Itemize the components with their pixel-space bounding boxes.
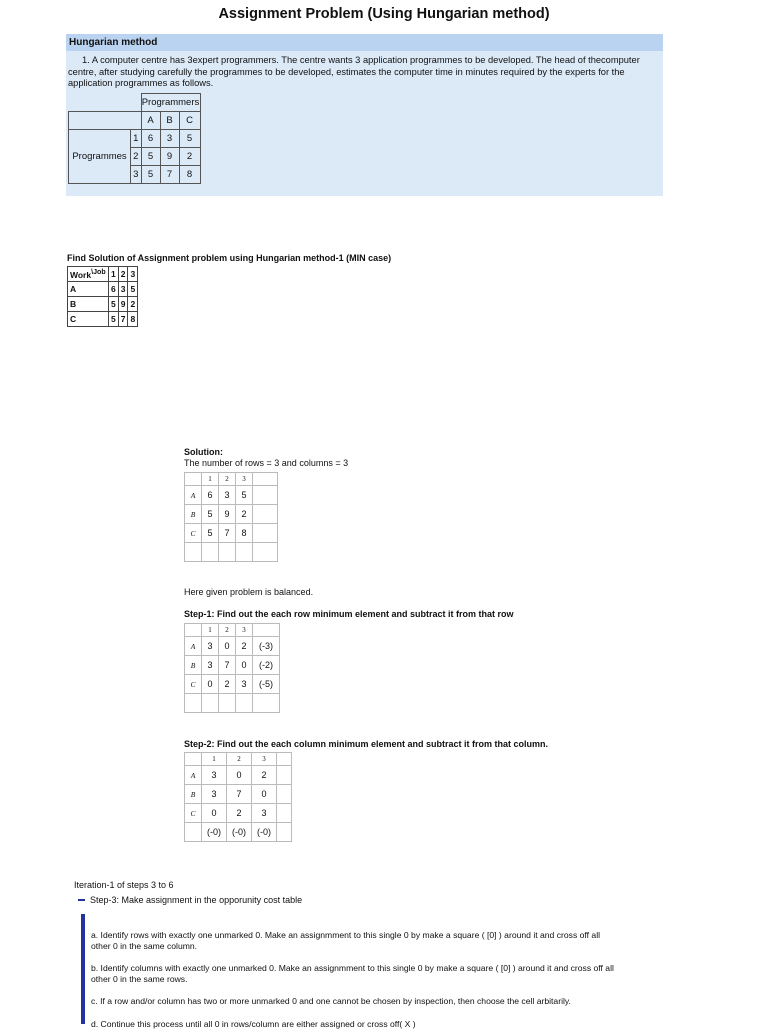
- solution-table: [184, 472, 278, 562]
- step3-item-c: c. If a row and/or column has two or more unmarked 0 and one cannot be chosen by inspection, then choose the cell arbitarily.: [91, 996, 571, 1006]
- table-cell: 9: [160, 148, 179, 166]
- item-a-line-1: a. Identify rows with exactly one unmarked 0. Make an assignmment to this single 0 by make a square ( [0] ) around it and cross off all: [91, 930, 601, 940]
- table-cell: 2: [236, 637, 253, 656]
- col-header: 3: [252, 753, 277, 766]
- col-header: 2: [227, 753, 252, 766]
- table-cell: 0: [202, 804, 227, 823]
- table-cell: 8: [128, 312, 138, 327]
- table-cell: 3: [219, 486, 236, 505]
- rows-columns-line: The number of rows = 3 and columns = 3: [184, 458, 349, 468]
- step3-item-d: d. Continue this process until all 0 in rows/column are either assigned or cross off( X ): [91, 1019, 416, 1029]
- table-cell: 8: [236, 524, 253, 543]
- table-cell: 0: [227, 766, 252, 785]
- step1-table: [184, 623, 280, 713]
- table-cell: 2: [236, 505, 253, 524]
- row-label: 3: [131, 166, 142, 184]
- table-cell: 3: [202, 785, 227, 804]
- iteration-heading: Iteration-1 of steps 3 to 6: [74, 880, 174, 890]
- col-header: 2: [219, 473, 236, 486]
- table-cell: 6: [202, 486, 219, 505]
- col-header: 1: [202, 624, 219, 637]
- row-label: 1: [131, 130, 142, 148]
- table-cell: 5: [109, 297, 119, 312]
- step3-label: Step-3: Make assignment in the opporunity cost table: [90, 895, 303, 905]
- table-cell: 5: [202, 505, 219, 524]
- item-b-line-1: b. Identify columns with exactly one unmarked 0. Make an assignmment to this single 0 by make a square ( [0] ) around it and cross off all: [91, 963, 614, 973]
- table-cell: 5: [141, 148, 160, 166]
- page-title: Assignment Problem (Using Hungarian method): [218, 6, 550, 22]
- collapse-toggle-icon[interactable]: [78, 899, 85, 901]
- row-label: C: [185, 524, 202, 543]
- table-cell: 3: [202, 637, 219, 656]
- step2-table: [184, 752, 292, 842]
- row-label: C: [185, 675, 202, 694]
- col-header: 3: [128, 267, 138, 282]
- table-cell: 5: [202, 524, 219, 543]
- table-cell: 5: [141, 166, 160, 184]
- table-cell: 2: [227, 804, 252, 823]
- table-cell: 9: [118, 297, 128, 312]
- row-label: B: [185, 785, 202, 804]
- row-subtract: (-2): [253, 656, 280, 675]
- table-cell: 3: [252, 804, 277, 823]
- table-cell: 6: [141, 130, 160, 148]
- row-label: A: [185, 486, 202, 505]
- problem-table: [68, 93, 201, 184]
- table-cell: 7: [219, 656, 236, 675]
- table-cell: 2: [128, 297, 138, 312]
- row-label: A: [68, 282, 109, 297]
- table-cell: 3: [160, 130, 179, 148]
- row-label: C: [68, 312, 109, 327]
- row-label: 2: [131, 148, 142, 166]
- step3-item-a: [91, 930, 681, 951]
- table-cell: 5: [179, 130, 200, 148]
- input-table: [67, 266, 138, 327]
- table-cell: 5: [109, 312, 119, 327]
- table-cell: 0: [252, 785, 277, 804]
- item-a-line-2: other 0 in the same column.: [91, 940, 198, 951]
- col-header: B: [160, 112, 179, 130]
- table-cell: 0: [202, 675, 219, 694]
- solution-label: Solution:: [184, 447, 223, 457]
- table-cell: 9: [219, 505, 236, 524]
- corner-cell: [68, 267, 109, 282]
- corner-work: Work: [70, 269, 92, 280]
- step2-title: Step-2: Find out the each column minimum element and subtract it from that column.: [184, 739, 549, 749]
- table-cell: 3: [202, 766, 227, 785]
- panel-header: Hungarian method: [66, 34, 663, 51]
- steps-rule: [81, 914, 85, 1024]
- table-cell: 0: [236, 656, 253, 675]
- table-cell: 7: [219, 524, 236, 543]
- row-group-header: Programmes: [69, 130, 131, 184]
- step3-item-b: [91, 963, 691, 984]
- table-cell: 7: [118, 312, 128, 327]
- corner-job: \Job: [91, 268, 106, 277]
- table-cell: 2: [179, 148, 200, 166]
- table-cell: 7: [160, 166, 179, 184]
- col-header: 2: [118, 267, 128, 282]
- col-subtract: (-0): [252, 823, 277, 842]
- row-label: A: [185, 766, 202, 785]
- row-subtract: (-5): [253, 675, 280, 694]
- row-label: B: [185, 505, 202, 524]
- balanced-note: Here given problem is balanced.: [184, 587, 314, 597]
- table-cell: 6: [109, 282, 119, 297]
- col-header: 1: [202, 473, 219, 486]
- section-title: Find Solution of Assignment problem using Hungarian method-1 (MIN case): [67, 253, 392, 263]
- col-header: 2: [219, 624, 236, 637]
- col-subtract: (-0): [227, 823, 252, 842]
- table-cell: 3: [202, 656, 219, 675]
- item-b-line-2: other 0 in the same rows.: [91, 973, 188, 984]
- row-label: A: [185, 637, 202, 656]
- step1-title: Step-1: Find out the each row minimum element and subtract it from that row: [184, 609, 514, 619]
- table-cell: 7: [227, 785, 252, 804]
- col-group-header: Programmers: [141, 94, 200, 112]
- col-header: 3: [236, 473, 253, 486]
- table-cell: 2: [219, 675, 236, 694]
- col-header: 1: [202, 753, 227, 766]
- problem-line-3: application programmes as follows.: [68, 78, 214, 88]
- problem-statement: [68, 55, 660, 90]
- row-label: B: [185, 656, 202, 675]
- problem-line-2: centre, after studying carefully the programmes to be developed, estimates the computer time in minutes required by the experts for the: [68, 66, 625, 77]
- col-subtract: (-0): [202, 823, 227, 842]
- table-cell: 5: [236, 486, 253, 505]
- col-header: A: [141, 112, 160, 130]
- problem-line-1: 1. A computer centre has 3expert programmers. The centre wants 3 application programmes to be developed. The head of thecomputer: [82, 55, 640, 65]
- col-header: 3: [236, 624, 253, 637]
- col-header: 1: [109, 267, 119, 282]
- row-subtract: (-3): [253, 637, 280, 656]
- col-header: C: [179, 112, 200, 130]
- row-label: B: [68, 297, 109, 312]
- table-cell: 2: [252, 766, 277, 785]
- table-cell: 8: [179, 166, 200, 184]
- table-cell: 5: [128, 282, 138, 297]
- table-cell: 0: [219, 637, 236, 656]
- table-cell: 3: [236, 675, 253, 694]
- table-cell: 3: [118, 282, 128, 297]
- row-label: C: [185, 804, 202, 823]
